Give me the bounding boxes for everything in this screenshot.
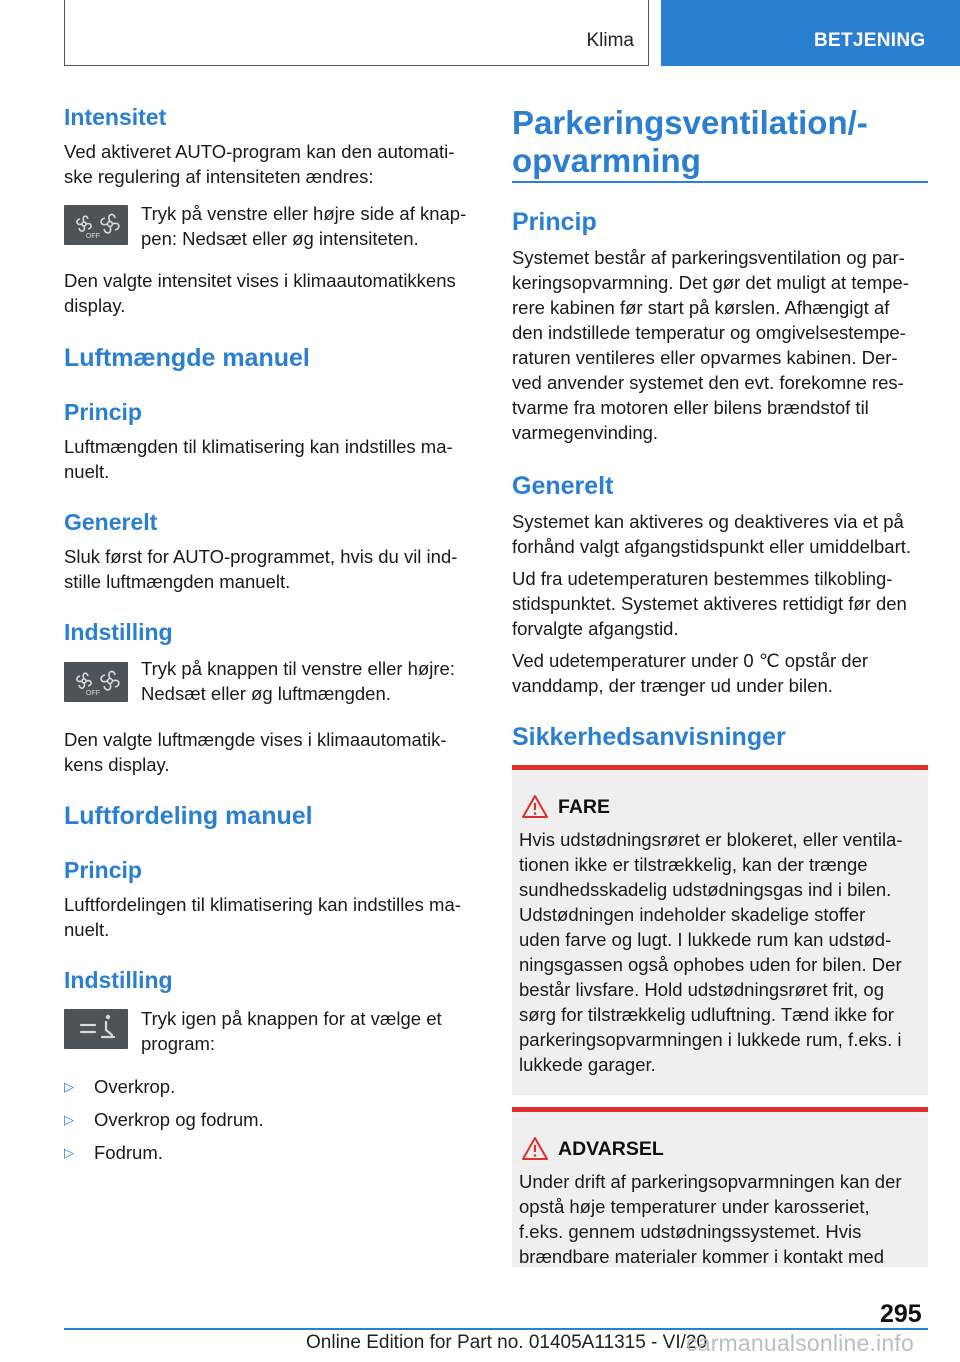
heading-princip: Princip xyxy=(64,399,142,425)
footer-edition: Online Edition for Part no. 01405A11315 - VI/20 xyxy=(306,1332,708,1353)
text-line: keringsopvarmning. Det gør det muligt at tempe- xyxy=(512,272,909,293)
header-section-title: Klima xyxy=(586,30,634,51)
text-line: Ved aktiveret AUTO-program kan den automati- xyxy=(64,141,455,162)
text-line: program: xyxy=(141,1033,216,1054)
heading-sikkerhedsanvisninger: Sikkerhedsanvisninger xyxy=(512,723,786,751)
text-line: Luftfordelingen til klimatisering kan indstilles ma- xyxy=(64,894,461,915)
luftfordeling-princip-text xyxy=(64,892,476,942)
text-line: Ud fra udetemperaturen bestemmes tilkobling- xyxy=(512,568,893,589)
princip-text xyxy=(512,245,928,445)
intensitet-text xyxy=(64,139,476,189)
warning-body xyxy=(519,1169,922,1269)
luftmaengde-princip-text xyxy=(64,434,476,484)
text-line: opstå høje temperaturer under karosseriet, xyxy=(519,1196,870,1217)
heading-princip: Princip xyxy=(64,857,142,883)
text-line: Under drift af parkeringsopvarmningen kan der xyxy=(519,1171,902,1192)
text-line: Tryk på venstre eller højre side af knap- xyxy=(141,203,467,224)
list-item-text: Overkrop. xyxy=(94,1076,176,1097)
generelt-text-1 xyxy=(512,509,928,559)
intensitet-after-text xyxy=(64,268,476,318)
text-line: ningsgassen også ophobes uden for bilen. Der xyxy=(519,954,902,975)
text-line: stidspunktet. Systemet aktiveres rettidigt før den xyxy=(512,593,907,614)
text-line: lukkede garager. xyxy=(519,1054,656,1075)
intensitet-icon-row xyxy=(64,201,476,251)
heading-luftmaengde-manuel: Luftmængde manuel xyxy=(64,344,310,372)
text-line: sundhedsskadelig udstødningsgas ind i bilen. xyxy=(519,879,892,900)
text-line: ved anvender systemet den evt. forekomne res- xyxy=(512,372,904,393)
text-line: nuelt. xyxy=(64,919,110,940)
warning-triangle-icon xyxy=(520,1134,550,1164)
text-line: parkeringsopvarmningen i lukkede rum, f.eks. i xyxy=(519,1029,902,1050)
text-line: vanddamp, der trænger ud under bilen. xyxy=(512,675,833,696)
svg-text:OFF: OFF xyxy=(86,690,100,697)
title-line: Parkeringsventilation/- xyxy=(512,104,868,141)
text-line: Den valgte luftmængde vises i klimaautomatik- xyxy=(64,729,447,750)
text-line: den indstillede temperatur og omgivelsestempe- xyxy=(512,322,906,343)
text-line: uden farve og lugt. I lukkede rum kan udstød- xyxy=(519,929,892,950)
watermark: carmanualsonline.info xyxy=(686,1330,914,1356)
bullet-triangle-icon: ▷ xyxy=(64,1145,74,1160)
warning-box-fare xyxy=(512,765,928,1095)
title-line: opvarmning xyxy=(512,142,701,179)
luftfordeling-icon-row xyxy=(64,1006,476,1056)
text-line: Tryk på knappen til venstre eller højre: xyxy=(141,658,455,679)
header-section-box xyxy=(64,0,649,66)
text-line: varmegenvinding. xyxy=(512,422,659,443)
header-chapter-title: BETJENING xyxy=(814,30,926,51)
text-line: rere kabinen før start på kørslen. Afhængigt af xyxy=(512,297,890,318)
bullet-triangle-icon: ▷ xyxy=(64,1079,74,1094)
warning-box-advarsel xyxy=(512,1107,928,1267)
text-line: f.eks. gennem udstødningssystemet. Hvis xyxy=(519,1221,862,1242)
text-line: Den valgte intensitet vises i klimaautomatikkens xyxy=(64,270,456,291)
title-divider xyxy=(512,181,928,183)
text-line: Luftmængden til klimatisering kan indstilles ma- xyxy=(64,436,453,457)
heading-luftfordeling-manuel: Luftfordeling manuel xyxy=(64,802,313,830)
luftmaengde-generelt-text xyxy=(64,544,476,594)
warning-title: ADVARSEL xyxy=(558,1138,664,1160)
text-line: Systemet kan aktiveres og deaktiveres via et på xyxy=(512,511,904,532)
bullet-triangle-icon: ▷ xyxy=(64,1112,74,1127)
page-title xyxy=(512,104,928,180)
text-line: består livsfare. Hold udstødningsrøret frit, og xyxy=(519,979,885,1000)
text-line: Udstødningen indeholder skadelige stoffer xyxy=(519,904,866,925)
luftfordeling-icon-text xyxy=(141,1006,476,1056)
text-line: Nedsæt eller øg luftmængden. xyxy=(141,683,391,704)
heading-indstilling: Indstilling xyxy=(64,619,173,645)
fan-off-and-fan-icon xyxy=(64,205,128,245)
generelt-text-3 xyxy=(512,648,928,698)
text-line: stille luftmængden manuelt. xyxy=(64,571,291,592)
text-line: Sluk først for AUTO-programmet, hvis du vil ind- xyxy=(64,546,458,567)
heading-generelt: Generelt xyxy=(64,509,158,535)
text-line: tionen ikke er tilstrækkelig, kan der trænge xyxy=(519,854,868,875)
text-line: tvarme fra motoren eller bilens brændstof til xyxy=(512,397,869,418)
heading-generelt: Generelt xyxy=(512,472,614,500)
text-line: brændbare materialer kommer i kontakt med xyxy=(519,1246,885,1267)
luftmaengde-after-text xyxy=(64,727,476,777)
text-line: Ved udetemperaturer under 0 ℃ opstår der xyxy=(512,650,869,671)
text-line: Systemet består af parkeringsventilation og par- xyxy=(512,247,905,268)
heading-indstilling: Indstilling xyxy=(64,967,173,993)
svg-text:OFF: OFF xyxy=(86,233,100,240)
text-line: Hvis udstødningsrøret er blokeret, eller ventila- xyxy=(519,829,903,850)
warning-title: FARE xyxy=(558,796,611,818)
text-line: forhånd valgt afgangstidspunkt eller umiddelbart. xyxy=(512,536,912,557)
text-line: kens display. xyxy=(64,754,170,775)
text-line: Tryk igen på knappen for at vælge et xyxy=(141,1008,442,1029)
intensitet-icon-text xyxy=(141,201,476,251)
air-distribution-icon xyxy=(64,1009,128,1049)
text-line: sørg for tilstrækkelig udluftning. Tænd ikke for xyxy=(519,1004,894,1025)
header-chapter-tab xyxy=(661,0,960,66)
generelt-text-2 xyxy=(512,566,928,641)
heading-princip: Princip xyxy=(512,208,597,236)
warning-body xyxy=(519,827,922,1077)
text-line: ske regulering af intensiteten ændres: xyxy=(64,166,374,187)
fan-off-and-fan-icon xyxy=(64,662,128,702)
list-item-text: Fodrum. xyxy=(94,1142,163,1163)
text-line: display. xyxy=(64,295,126,316)
text-line: nuelt. xyxy=(64,461,110,482)
list-item-text: Overkrop og fodrum. xyxy=(94,1109,264,1130)
text-line: forvalgte afgangstid. xyxy=(512,618,679,639)
warning-triangle-icon xyxy=(520,792,550,822)
luftmaengde-icon-row xyxy=(64,656,476,706)
text-line: raturen ventileres eller opvarmes kabinen. Der- xyxy=(512,347,898,368)
page-number: 295 xyxy=(880,1300,922,1328)
luftmaengde-icon-text xyxy=(141,656,476,706)
text-line: pen: Nedsæt eller øg intensiteten. xyxy=(141,228,419,249)
heading-intensitet: Intensitet xyxy=(64,104,167,130)
